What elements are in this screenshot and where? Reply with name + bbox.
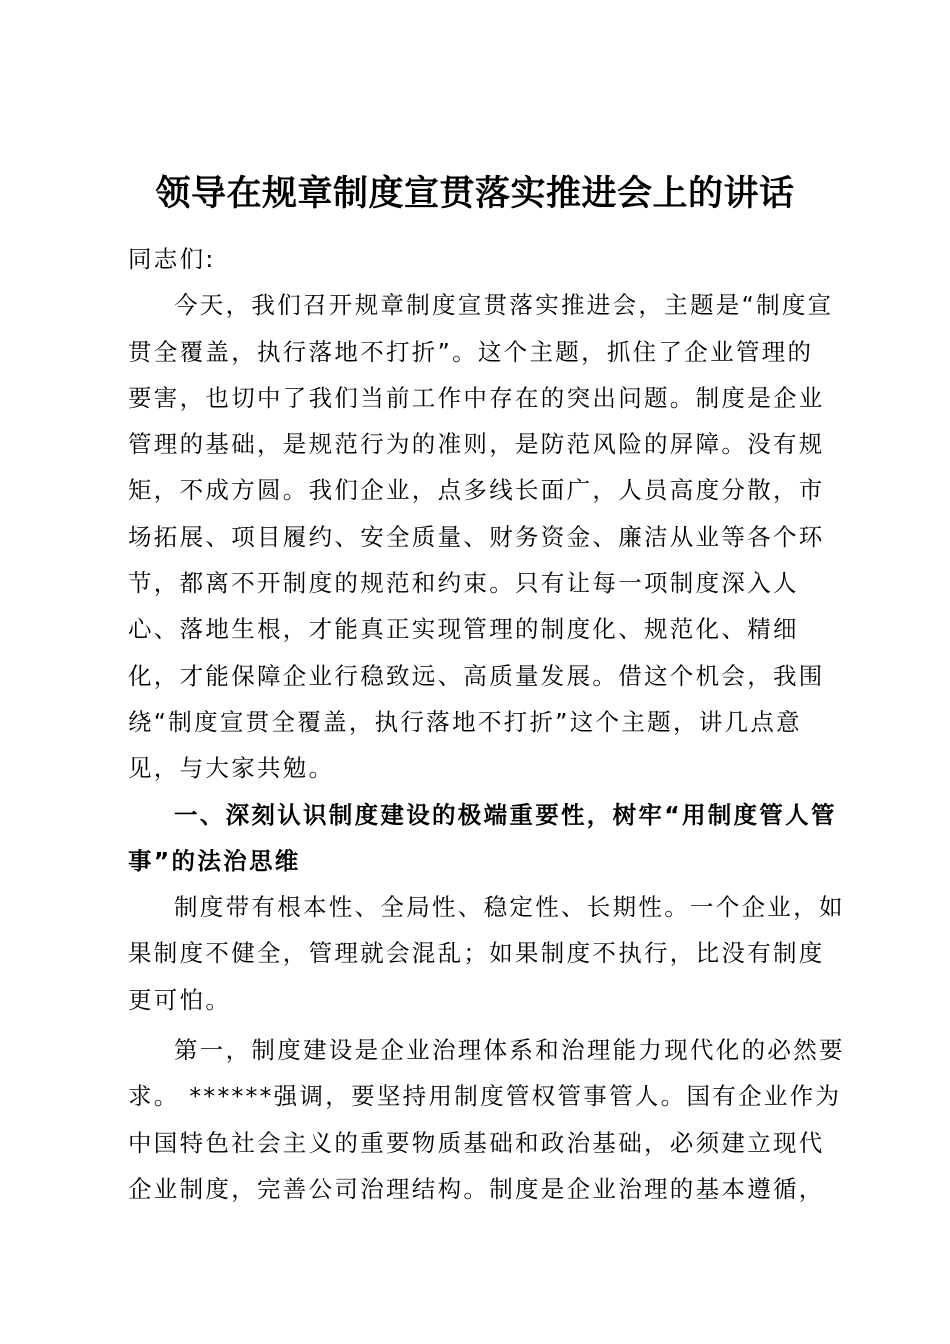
paragraph-line: 场拓展、项目履约、安全质量、财务资金、廉洁从业等各个环 xyxy=(128,522,825,551)
document-body xyxy=(128,236,845,1212)
paragraph-first-point xyxy=(128,1027,845,1212)
paragraph-line: 制度带有根本性、全局性、稳定性、长期性。一个企业，如 xyxy=(174,893,845,922)
document-title: 领导在规章制度宣贯落实推进会上的讲话 xyxy=(155,174,795,214)
paragraph-line: 见，与大家共勉。 xyxy=(128,754,335,783)
paragraph-institution-nature xyxy=(128,884,845,1023)
paragraph-line: 中国特色社会主义的重要物质基础和政治基础，必须建立现代 xyxy=(128,1128,825,1157)
paragraph-opening xyxy=(128,282,834,791)
paragraph-line: 今天，我们召开规章制度宣贯落实推进会，主题是“制度宣 xyxy=(174,291,834,320)
paragraph-line: 更可怕。 xyxy=(128,985,232,1014)
paragraph-line: 矩，不成方圆。我们企业，点多线长面广，人员高度分散，市 xyxy=(128,476,825,505)
paragraph-line: 求。 ******强调，要坚持用制度管权管事管人。国有企业作为 xyxy=(128,1082,842,1111)
paragraph-line: 贯全覆盖，执行落地不打折”。这个主题，抓住了企业管理的 xyxy=(128,337,814,366)
heading-line: 一、深刻认识制度建设的极端重要性，树牢“用制度管人管 xyxy=(174,800,837,829)
paragraph-line: 第一，制度建设是企业治理体系和治理能力现代化的必然要 xyxy=(174,1036,845,1065)
section-heading-1 xyxy=(128,792,837,885)
paragraph-line: 企业制度，完善公司治理结构。制度是企业治理的基本遵循， xyxy=(128,1174,825,1203)
heading-line: 事”的法治思维 xyxy=(128,846,301,875)
salutation: 同志们: xyxy=(128,245,216,273)
paragraph-line: 果制度不健全，管理就会混乱；如果制度不执行，比没有制度 xyxy=(128,939,825,968)
paragraph-line: 管理的基础，是规范行为的准则，是防范风险的屏障。没有规 xyxy=(128,430,825,459)
paragraph-line: 心、落地生根，才能真正实现管理的制度化、规范化、精细 xyxy=(128,615,799,644)
paragraph-line: 节，都离不开制度的规范和约束。只有让每一项制度深入人 xyxy=(128,569,799,598)
paragraph-line: 绕“制度宣贯全覆盖，执行落地不打折”这个主题，讲几点意 xyxy=(128,707,802,736)
paragraph-line: 要害，也切中了我们当前工作中存在的突出问题。制度是企业 xyxy=(128,383,825,412)
paragraph-line: 化，才能保障企业行稳致远、高质量发展。借这个机会，我围 xyxy=(128,661,825,690)
